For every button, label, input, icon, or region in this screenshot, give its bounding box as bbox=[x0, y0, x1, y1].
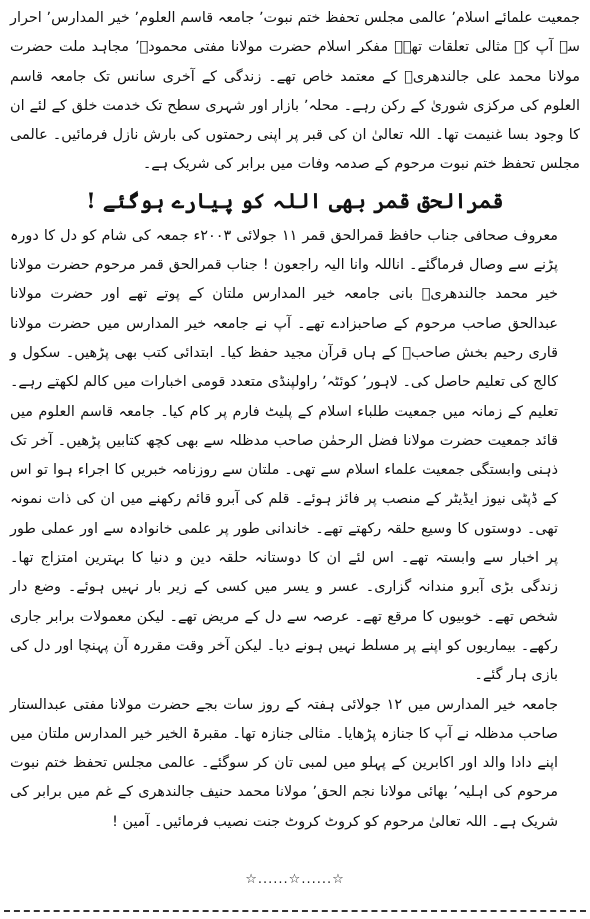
body-paragraph-1: معروف صحافی جناب حافظ قمرالحق قمر ۱۱ جولائی ۲۰۰۳ء جمعہ کی شام کو دل کا دورہ پڑنے سے وصال فرماگئے۔ اناللہ وانا الیہ راجعون ! جناب قمرالحق قمر مرحوم حضرت مولانا خیر محمد جالندھریؒ بانی جامعہ خیر المدارس ملتان کے پوتے تھے اور حضرت مولانا عبدالحق صاحب مرحوم کے صاحبزادے تھے۔ آپ نے جامعہ خیر المدارس میں حضرت مولانا قاری رحیم بخش صاحبؒ کے ہاں قرآن مجید حفظ کیا۔ ابتدائی کتب بھی پڑھیں۔ سکول و کالج کی تعلیم حاصل کی۔ لاہور٬ کوئٹہ٬ راولپنڈی متعدد قومی اخبارات میں کالم لکھتے رہے۔ تعلیم کے زمانہ میں جمعیت طلباء اسلام کے پلیٹ فارم پر کام کیا۔ جامعہ قاسم العلوم میں قائد جمعیت حضرت مولانا فضل الرحمٰن صاحب مدظلہ سے بھی کچھ کتابیں پڑھیں۔ آخر تک ذہنی وابستگی جمعیت علماء اسلام سے تھی۔ ملتان سے روزنامہ خبریں کا اجراء ہوا تو اس کے ڈپٹی نیوز ایڈیٹر کے منصب پر فائز ہوئے۔ قلم کی آبرو قائم رکھنے میں ان کی ذات نمونہ تھی۔ دوستوں کا وسیع حلقہ رکھتے تھے۔ خاندانی طور پر علمی خانوادہ سے اور عملی طور پر اخبار سے وابستہ تھے۔ اس لئے ان کا دوستانہ حلقہ دین و دنیا کا بہترین امتزاج تھا۔ زندگی بڑی آبرو مندانہ گزاری۔ عسر و یسر میں کسی کے زیر بار نہیں ہوئے۔ وضع دار شخص تھے۔ خوبیوں کا مرقع تھے۔ عرصہ سے دل کے مریض تھے۔ لیکن معمولات برابر جاری رکھے۔ بیماریوں کو اپنے پر مسلط نہیں ہونے دیا۔ لیکن آخر وقت مقررہ آن پہنچا اور دل کی بازی ہار گئے۔ bbox=[10, 227, 559, 684]
dashed-divider bbox=[4, 910, 586, 912]
body-paragraph-2: جامعہ خیر المدارس میں ۱۲ جولائی ہفتہ کے روز سات بجے حضرت مولانا مفتی عبدالستار صاحب مدظلہ نے آپ کا جنازہ پڑھایا۔ مثالی جنازہ تھا۔ مقبرۃ الخیر خیر المدارس ملتان میں اپنے دادا والد اور اکابرین کے پہلو میں لمبی تان کر سوگئے۔ عالمی مجلس تحفظ ختم نبوت مرحوم کی اہلیہ٬ بھائی مولانا نجم الحق٬ مولانا محمد حنیف جالندھری کے غم میں برابر کی شریک ہے۔ اللہ تعالیٰ مرحوم کو کروٹ کروٹ جنت نصیب فرمائیں۔ آمین ! bbox=[10, 696, 558, 830]
intro-paragraph: جمعیت علمائے اسلام٬ عالمی مجلس تحفظ ختم نبوت٬ جامعہ قاسم العلوم٬ خیر المدارس٬ احرار سے آپ کے مثالی تعلقات تھے۔ مفکر اسلام حضرت مولانا مفتی محمودؒ٬ مجاہد ملت حضرت مولانا محمد علی جالندھریؒ کے معتمد خاص تھے۔ زندگی کے آخری سانس تک جامعہ قاسم العلوم کی مرکزی شوریٰ کے رکن رہے۔ محلہ٬ بازار اور شہری سطح تک خدمت خلق کے لئے ان کا وجود بسا غنیمت تھا۔ اللہ تعالیٰ ان کی قبر پر اپنی رحمتوں کی بارش نازل فرمائیں۔ عالمی مجلس تحفظ ختم نبوت مرحوم کے صدمہ وفات میں برابر کی شریک ہے۔ bbox=[10, 10, 581, 173]
article-heading: قمرالحق قمر بھی اللہ کو پیارے ہوگئے ! bbox=[86, 187, 504, 213]
star-ornament: ☆......☆......☆ bbox=[245, 872, 345, 887]
